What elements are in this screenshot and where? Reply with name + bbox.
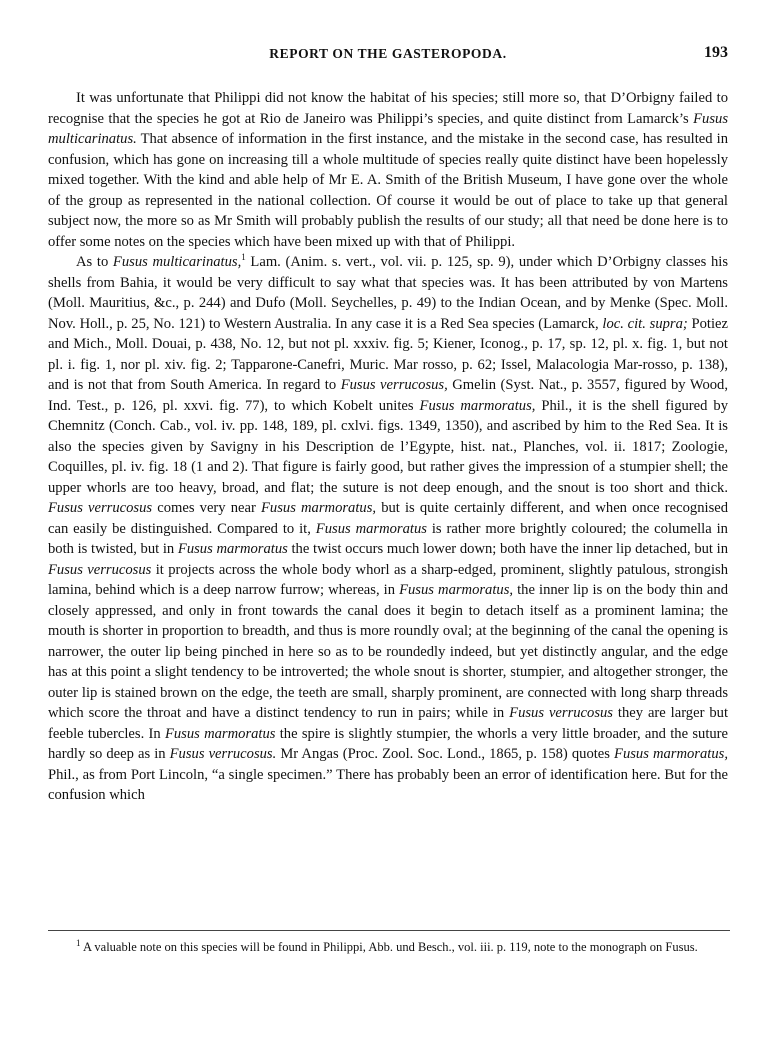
text-run: Phil., as from Port Lincoln, “a single specimen.” There has probably been an error of identification here. But for the confusion which [48, 766, 728, 803]
text-run: Mr Angas (Proc. Zool. Soc. Lond., 1865, p. 158) quotes [280, 746, 610, 762]
text-run: comes very near [157, 500, 256, 516]
species-name: Fusus marmoratus, [614, 746, 728, 762]
text-run: but is quite certainly different, and when once recognised can easily be distinguished. Compared to it, [48, 500, 729, 537]
page-number: 193 [704, 44, 728, 61]
text-run: It was unfortunate that Philippi did not know the habitat of his species; still more so, that D’Orbigny failed to recognise that the species he got at Rio de Janeiro was Philippi’s species, and quite distinct from Lamarck’s [48, 90, 728, 127]
text-run: Gmelin (Syst. Nat., p. 3557, figured by Wood, Ind. Test., p. 126, pl. xxvi. fig. 77), to which Kobelt unites [48, 377, 728, 414]
text-run: the twist occurs much lower down; both have the inner lip detached, but in [291, 541, 728, 557]
footnote-ref: 1 [241, 252, 246, 263]
species-name: Fusus verrucosus [509, 705, 613, 721]
species-name: Fusus verrucosus, [340, 377, 448, 393]
species-name: Fusus marmoratus, [261, 500, 377, 516]
footnote-marker: 1 [76, 937, 81, 948]
species-name: Fusus verrucosus. [169, 746, 277, 762]
species-name: Fusus multicarinatus, [112, 254, 242, 270]
species-name: Fusus marmoratus [315, 520, 427, 537]
species-name: Fusus marmoratus, [419, 397, 536, 414]
text-run: Potiez and Mich., Moll. Douai, p. 438, No. 12, but not pl. xxxiv. fig. 5; Kiener, Iconog., p. 17, sp. 12, pl. x. fig. 1, but not pl. i. fig. 1, nor pl. xiv. fig. 2; Tapparone-Canefri, Muric. Mar rosso, p. 62; Issel, Malacologia Mar-rosso, p. 138), and is not that from South America. In regard to [48, 315, 728, 393]
species-name: Fusus verrucosus [48, 500, 153, 516]
text-run: is rather more brightly coloured; the columella in both is twisted, but in [48, 520, 728, 557]
text-run: Lam. (Anim. s. vert., vol. vii. p. 125, sp. 9), under which D’Orbigny classes his shells from Bahia, it would be very difficult to say what that species was. It has been attributed by von Martens (Moll. Mauritius, &c., p. 244) and Dufo (Moll. Seychelles, p. 49) to the Indian Ocean, and by Menke (Spec. Moll. Nov. Holl., p. 25, No. 121) to Western Australia. In any case it is a Red Sea species (Lamarck, [48, 254, 729, 332]
species-name: Fusus marmoratus, [399, 582, 514, 598]
text-run: the spire is slightly stumpier, the whorls a very little broader, and the suture hardly so deep as in [48, 725, 729, 762]
text-run: it projects across the whole body whorl as a sharp-edged, prominent, slightly patulous, strongish lamina, behind which is a deep narrow furrow; whereas, in [48, 561, 729, 598]
paragraph-2 [48, 252, 728, 806]
body-text [48, 88, 728, 806]
species-name: Fusus multicarinatus. [48, 110, 728, 147]
footnote-text: A valuable note on this species will be found in Philippi, Abb. und Besch., vol. iii. p. 119, note to the monograph on Fusus. [82, 940, 698, 954]
page-header [48, 46, 728, 70]
species-name: Fusus verrucosus [48, 561, 152, 578]
running-title: REPORT ON THE GASTEROPODA. [269, 46, 507, 61]
text-run: Phil., it is the shell figured by Chemnitz (Conch. Cab., vol. iv. pp. 148, 189, pl. cxlvi. figs. 1349, 1350), and ascribed by him to the Red Sea. It is also the species given by Savigny in his Description de l’Egypte, hist. nat., Planches, vol. ii. 1817; Zoologie, Coquilles, pl. iv. fig. 18 (1 and 2). That figure is fairly good, but rather gives the impression of a stumpier shell; the upper whorls are too heavy, broad, and flat; the suture is not deep enough, and the snout is too short and thick. [48, 397, 729, 496]
species-name: Fusus marmoratus [177, 541, 288, 557]
text-run: the inner lip is on the body thin and closely appressed, and only in front towards the canal does it begin to detach itself as a prominent lamina; the mouth is shorter in proportion to breadth, and thus is more roundly oval; at the beginning of the canal the opening is narrower, the outer lip being pinched in here so as to be roundedly indeed, but yet distinctly angular, and the edge has at this point a slight tendency to be introverted; the whole snout is shorter, stumpier, and altogether stronger, the outer lip is stained brown on the edge, the teeth are small, sharply prominent, are connected with long sharp threads which score the throat and have a distinct tendency to run in pairs; while in [48, 582, 729, 721]
species-name: Fusus marmoratus [164, 725, 276, 742]
footnote-divider [48, 930, 730, 931]
text-run: they are larger but feeble tubercles. In [48, 705, 729, 742]
text-run: As to [76, 254, 109, 270]
paragraph-1 [48, 88, 728, 252]
footnote [48, 939, 728, 956]
text-run: That absence of information in the first instance, and the mistake in the second case, has resulted in confusion, which has gone on increasing till a whole multitude of species really quite distinct have been hopelessly mixed together. With the kind and able help of Mr E. A. Smith of the British Museum, I have gone over the whole of the group as represented in the national collection. Of course it would be out of place to take up that general subject now, the more so as Mr Smith will probably publish the results of our study; all that need be done here is to offer some notes on the species which have been mixed up with that of Philippi. [48, 131, 728, 250]
citation-italic: loc. cit. supra; [602, 315, 688, 332]
